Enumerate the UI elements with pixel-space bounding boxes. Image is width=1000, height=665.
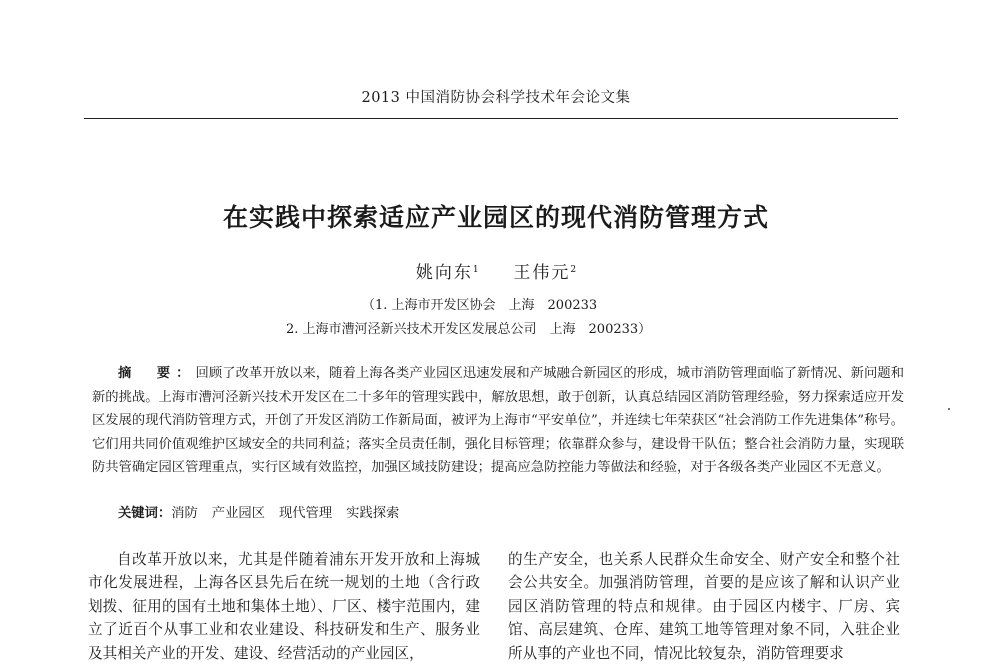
- keyword: 消防: [171, 506, 198, 521]
- keyword: 产业园区: [211, 506, 265, 521]
- author-name: 王伟元: [513, 263, 571, 283]
- author-affil-mark: 2: [570, 265, 577, 275]
- author-affil-mark: 1: [472, 265, 479, 275]
- abstract: [92, 362, 904, 480]
- body-column-right: 的生产安全，也关系人民群众生命安全、财产安全和整个社会公共安全。加强消防管理，首要的是应该了解和认识产业园区消防管理的特点和规律。由于园区内楼宇、厂房、宾馆、高层建筑、仓库、建筑工地等管理对象不同，入驻企业所从事的产业也不同，情况比较复杂，消防管理要求: [508, 551, 900, 662]
- affiliation-line: 2. 上海市漕河泾新兴技术开发区发展总公司 上海 200233）: [286, 322, 652, 337]
- abstract-text: 回顾了改革开放以来，随着上海各类产业园区迅速发展和产城融合新园区的形成，城市消防管理面临了新情况、新问题和新的挑战。上海市漕河泾新兴技术开发区在二十多年的管理实践中，解放思想，敢于创新，认真总结园区消防管理经验，努力探索适应开发区发展的现代消防管理方式，开创了开发区消防工作新局面，被评为上海市“平安单位”，并连续七年荣获区“社会消防工作先进集体”称号。它们用共同价值观维护区域安全的共同利益；落实全员责任制，强化目标管理；依靠群众参与，建设骨干队伍；整合社会消防力量，实现联防共管确定园区管理重点，实行区域有效监控，加强区域技防建设；提高应急防控能力等做法和经验，对于各级各类产业园区不无意义。: [92, 366, 905, 476]
- paper-title: 在实践中探索适应产业园区的现代消防管理方式: [222, 203, 769, 232]
- body-column-left: 自改革开放以来，尤其是伴随着浦东开发开放和上海城市化发展进程，上海各区县先后在统一规划的土地（含行政划拨、征用的国有土地和集体土地）、厂区、楼宇范围内，建立了近百个从事工业和农业建设、科技研发和生产、服务业及其相关产业的开发、建设、经营活动的产业园区，: [88, 551, 480, 662]
- keyword: 现代管理: [278, 506, 333, 521]
- affiliation-line: （1. 上海市开发区协会 上海 200233: [362, 298, 598, 313]
- running-head: 2013 中国消防协会科学技术年会论文集: [361, 90, 631, 106]
- keyword: 实践探索: [346, 506, 400, 521]
- author-name: 姚向东: [415, 263, 473, 283]
- keywords: [118, 502, 898, 521]
- keywords-label: 关键词：: [118, 506, 172, 521]
- header-rule: [84, 118, 898, 119]
- scan-speck: [948, 408, 950, 410]
- abstract-label: 摘 要：: [118, 366, 196, 381]
- author-line: [90, 258, 902, 283]
